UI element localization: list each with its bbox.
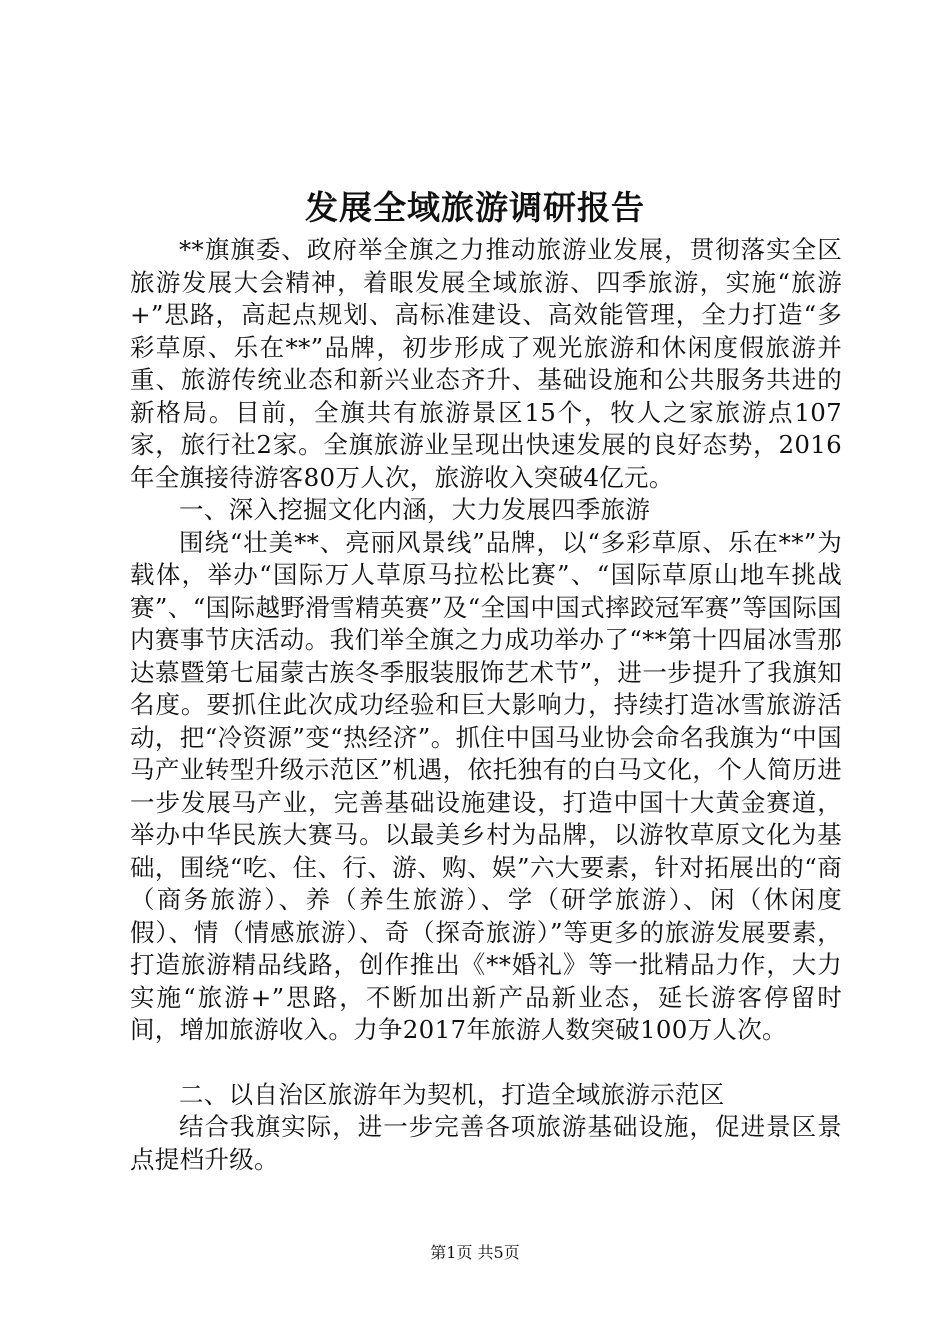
intro-paragraph: **旗旗委、政府举全旗之力推动旅游业发展，贯彻落实全区旅游发展大会精神，着眼发展全域旅游、四季旅游，实施“旅游+”思路，高起点规划、高标准建设、高效能管理，全力打造“多彩草原、乐在**”品牌，初步形成了观光旅游和休闲度假旅游并重、旅游传统业态和新兴业态齐升、基础设施和公共服务共进的新格局。目前，全旗共有旅游景区15个，牧人之家旅游点107家，旅行社2家。全旗旅游业呈现出快速发展的良好态势，2016年全旗接待游客80万人次，旅游收入突破4亿元。 bbox=[130, 235, 843, 492]
document-body bbox=[130, 234, 842, 1176]
page-number-footer: 第1页 共5页 bbox=[430, 1243, 520, 1262]
section-1-paragraph: 围绕“壮美**、亮丽风景线”品牌，以“多彩草原、乐在**”为载体，举办“国际万人草原马拉松比赛”、“国际草原山地车挑战赛”、“国际越野滑雪精英赛”及“全国中国式摔跤冠军赛”等国际国内赛事节庆活动。我们举全旗之力成功举办了“**第十四届冰雪那达慕暨第七届蒙古族冬季服装服饰艺术节”，进一步提升了我旗知名度。要抓住此次成功经验和巨大影响力，持续打造冰雪旅游活动，把“冷资源”变“热经济”。抓住中国马业协会命名我旗为“中国马产业转型升级示范区”机遇，依托独有的白马文化，个人简历进一步发展马产业，完善基础设施建设，打造中国十大黄金赛道，举办中华民族大赛马。以最美乡村为品牌，以游牧草原文化为基础，围绕“吃、住、行、游、购、娱”六大要素，针对拓展出的“商（商务旅游）、养（养生旅游）、学（研学旅游）、闲（休闲度假）、情（情感旅游）、奇（探奇旅游）”等更多的旅游发展要素，打造旅游精品线路，创作推出《**婚礼》等一批精品力作，大力实施“旅游+”思路，不断加出新产品新业态，延长游客停留时间，增加旅游收入。力争2017年旅游人数突破100万人次。 bbox=[130, 527, 842, 1044]
document-title: 发展全域旅游调研报告 bbox=[305, 188, 645, 227]
section-heading-2: 二、以自治区旅游年为契机，打造全域旅游示范区 bbox=[179, 1079, 725, 1109]
section-2-paragraph: 结合我旗实际，进一步完善各项旅游基础设施，促进景区景点提档升级。 bbox=[130, 1112, 842, 1174]
section-heading-1: 一、深入挖掘文化内涵，大力发展四季旅游 bbox=[179, 495, 651, 524]
